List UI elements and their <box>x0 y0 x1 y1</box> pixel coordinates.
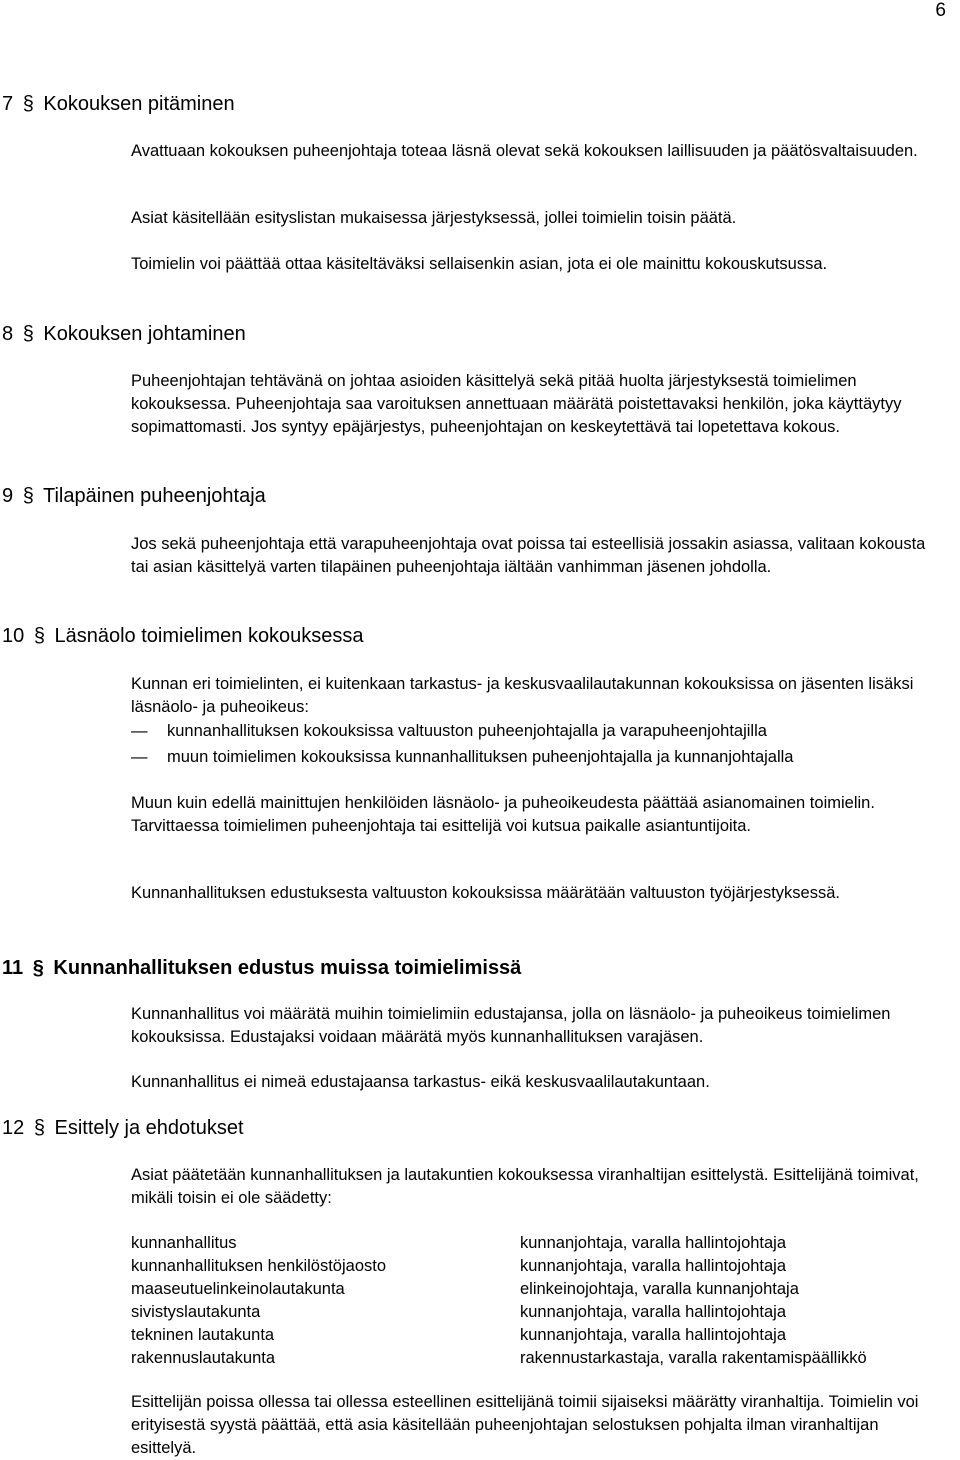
section-symbol: § <box>22 485 34 507</box>
paragraph: Muun kuin edellä mainittujen henkilöiden läsnäolo- ja puheoikeudesta päättää asianomainen toimielin. Tarvittaessa toimielimen puheenjohtaja tai esittelijä voi kutsua paikalle asiantuntijoita. <box>131 794 875 835</box>
section-7-heading <box>2 92 235 116</box>
section-title: Kokouksen pitäminen <box>43 93 235 115</box>
section-title: Esittely ja ehdotukset <box>54 1117 244 1139</box>
dash-bullet: — <box>131 722 148 740</box>
table-row <box>131 1232 867 1255</box>
section-symbol: § <box>33 625 45 647</box>
section-8-heading <box>2 322 246 346</box>
paragraph: Kunnan eri toimielinten, ei kuitenkaan tarkastus- ja keskusvaalilautakunnan kokouksissa on jäsenten lisäksi läsnäolo- ja puheoikeus: <box>131 675 914 716</box>
section-title: Kokouksen johtaminen <box>43 323 246 345</box>
list-item-text: muun toimielimen kokouksissa kunnanhallituksen puheenjohtajalla ja kunnanjohtajalla <box>167 748 794 766</box>
paragraph: Kunnanhallitus voi määrätä muihin toimielimiin edustajansa, jolla on läsnäolo- ja puheoikeus toimielimen kokouksissa. Edustajaksi voidaan määrätä myös kunnanhallituksen varajäsen. <box>131 1005 891 1046</box>
section-symbol: § <box>33 1117 45 1139</box>
table-cell-body: maaseutuelinkeinolautakunta <box>131 1280 345 1298</box>
paragraph: Esittelijän poissa ollessa tai ollessa esteellinen esittelijänä toimii sijaiseksi määrätty viranhaltija. Toimielin voi erityisestä syystä päättää, että asia käsitellään puheenjohtajan selostuksen pohjalta ilman viranhaltijan esittelyä. <box>131 1393 919 1457</box>
paragraph: Toimielin voi päättää ottaa käsiteltäväksi sellaisenkin asian, jota ei ole mainittu kokouskutsussa. <box>131 255 828 273</box>
section-symbol: § <box>22 93 34 115</box>
table-cell-presenter: kunnanjohtaja, varalla hallintojohtaja <box>520 1326 787 1344</box>
paragraph: Kunnanhallituksen edustuksesta valtuuston kokouksissa määrätään valtuuston työjärjestyksessä. <box>131 884 840 902</box>
table-row <box>131 1255 867 1278</box>
paragraph: Avattuaan kokouksen puheenjohtaja toteaa läsnä olevat sekä kokouksen laillisuuden ja päätösvaltaisuuden. <box>131 142 918 160</box>
table-cell-presenter: kunnanjohtaja, varalla hallintojohtaja <box>520 1257 787 1275</box>
section-10-heading <box>2 624 364 648</box>
table-cell-body: kunnanhallituksen henkilöstöjaosto <box>131 1257 387 1275</box>
list-item <box>131 720 767 743</box>
section-9-heading <box>2 484 266 508</box>
section-11-heading <box>2 956 521 980</box>
table-row <box>131 1278 867 1301</box>
section-number: 10 <box>2 625 25 647</box>
section-symbol: § <box>32 957 44 979</box>
table-cell-presenter: kunnanjohtaja, varalla hallintojohtaja <box>520 1303 787 1321</box>
dash-bullet: — <box>131 748 148 766</box>
table-row <box>131 1347 867 1370</box>
section-number: 9 <box>2 485 14 507</box>
table-cell-presenter: rakennustarkastaja, varalla rakentamispäällikkö <box>520 1349 867 1367</box>
list-item <box>131 746 793 769</box>
section-symbol: § <box>22 323 34 345</box>
page-number: 6 <box>935 0 946 21</box>
section-title: Tilapäinen puheenjohtaja <box>43 485 266 507</box>
table-row <box>131 1324 867 1347</box>
table-cell-presenter: elinkeinojohtaja, varalla kunnanjohtaja <box>520 1280 799 1298</box>
table-cell-body: tekninen lautakunta <box>131 1326 275 1344</box>
section-title: Läsnäolo toimielimen kokouksessa <box>54 625 364 647</box>
paragraph: Asiat käsitellään esityslistan mukaisessa järjestyksessä, jollei toimielin toisin päätä. <box>131 209 737 227</box>
section-number: 11 <box>2 957 24 979</box>
paragraph: Kunnanhallitus ei nimeä edustajaansa tarkastus- eikä keskusvaalilautakuntaan. <box>131 1073 710 1091</box>
table-cell-body: rakennuslautakunta <box>131 1349 276 1367</box>
section-number: 12 <box>2 1117 25 1139</box>
paragraph: Asiat päätetään kunnanhallituksen ja lautakuntien kokouksessa viranhaltijan esittelystä. Esittelijänä toimivat, mikäli toisin ei ole säädetty: <box>131 1166 919 1207</box>
paragraph: Jos sekä puheenjohtaja että varapuheenjohtaja ovat poissa tai esteellisiä jossakin asiassa, valitaan kokousta tai asian käsittelyä varten tilapäinen puheenjohtaja iältään vanhimman jäsenen johdolla. <box>131 535 926 576</box>
table-cell-body: kunnanhallitus <box>131 1234 237 1252</box>
table-cell-body: sivistyslautakunta <box>131 1303 261 1321</box>
table-cell-presenter: kunnanjohtaja, varalla hallintojohtaja <box>520 1234 787 1252</box>
section-12-heading <box>2 1116 244 1140</box>
section-title: Kunnanhallituksen edustus muissa toimielimissä <box>53 957 522 979</box>
section-number: 8 <box>2 323 14 345</box>
presenter-table <box>131 1232 867 1370</box>
paragraph: Puheenjohtajan tehtävänä on johtaa asioiden käsittelyä sekä pitää huolta järjestyksestä toimielimen kokouksessa. Puheenjohtaja saa varoituksen annettuaan määrätä poistettavaksi henkilön, joka käyttäytyy sopimattomasti. Jos syntyy epäjärjestys, puheenjohtajan on keskeytettävä tai lopetettava kokous. <box>131 372 902 436</box>
section-number: 7 <box>2 93 14 115</box>
table-row <box>131 1301 867 1324</box>
list-item-text: kunnanhallituksen kokouksissa valtuuston puheenjohtajalla ja varapuheenjohtajilla <box>167 722 767 740</box>
